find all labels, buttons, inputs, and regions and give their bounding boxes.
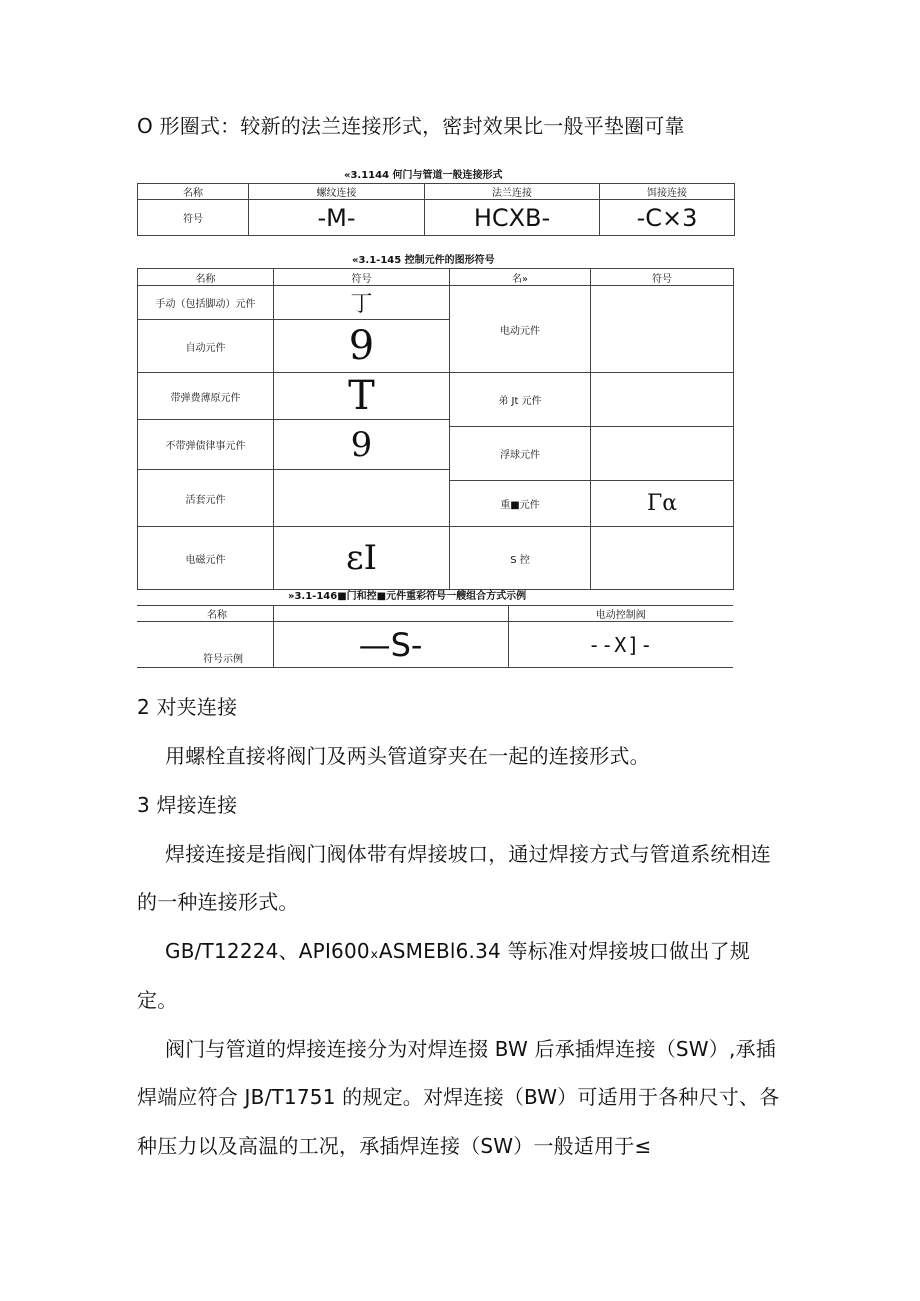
- element-symbol: Γα: [591, 481, 734, 527]
- table1-header-name: 名称: [138, 184, 249, 200]
- electric-valve-symbol: --X]-: [508, 622, 733, 668]
- table3-row-label: 符号示例: [137, 622, 273, 668]
- table3-header-name: 名称: [137, 606, 273, 622]
- element-name: 重■元件: [450, 481, 591, 527]
- element-name: 弟 Jt 元件: [450, 373, 591, 427]
- connection-forms-table: [137, 183, 735, 236]
- table2-header-name-left: 名称: [138, 269, 274, 286]
- element-symbol: 丁: [274, 286, 450, 320]
- element-symbol: 9: [274, 420, 450, 470]
- section2-text: 用螺栓直接将阀门及两头管道穿夹在一起的连接形式。: [165, 744, 650, 768]
- section2-heading: 2 对夹连接: [137, 695, 238, 719]
- table1-header-thread: 螺纹连接: [249, 184, 425, 200]
- element-symbol: [274, 470, 450, 527]
- element-name: 活套元件: [138, 470, 274, 527]
- element-name: S 控: [450, 527, 591, 590]
- element-symbol: [591, 373, 734, 427]
- section3-p2-cont: 定。: [137, 988, 178, 1012]
- table1-header-weld: 饵接连接: [600, 184, 735, 200]
- weld-symbol: -C×3: [600, 200, 735, 236]
- section3-heading: 3 焊接连接: [137, 793, 238, 817]
- control-elements-table: [137, 268, 734, 590]
- combo-symbol: —S-: [273, 622, 508, 668]
- element-name: 电磁元件: [138, 527, 274, 590]
- thread-symbol: -M-: [249, 200, 425, 236]
- table3-caption: »3.1-146■门和控■元件重彩符号一艘组合方式示例: [288, 591, 527, 602]
- table1-caption: «3.1144 何门与管道一般连接形式: [344, 170, 503, 181]
- section3-p1-cont: 的一种连接形式。: [137, 890, 299, 914]
- element-symbol: 9: [274, 320, 450, 373]
- table2-header-symbol-right: 符号: [591, 269, 734, 286]
- section3-p2: GB/T12224、API600ₓASMEBl6.34 等标准对焊接坡口做出了规: [165, 939, 750, 963]
- element-name: 不带弹债律事元件: [138, 420, 274, 470]
- table3-header-empty: [273, 606, 508, 622]
- element-name: 电动元件: [450, 286, 591, 373]
- element-symbol: T: [274, 373, 450, 420]
- section3-p3: 阀门与管道的焊接连接分为对焊连掇 BW 后承插焊连接（SW）,承插: [165, 1037, 776, 1061]
- element-symbol: [591, 427, 734, 481]
- intro-text: O 形圈式：较新的法兰连接形式，密封效果比一般平垫圈可靠: [137, 114, 685, 138]
- table1-row-label: 符号: [138, 200, 249, 236]
- flange-symbol: HCXB-: [425, 200, 600, 236]
- table2-caption: «3.1-145 控制元件的图形符号: [352, 255, 495, 266]
- element-name: 自动元件: [138, 320, 274, 373]
- symbol-combination-table: [137, 605, 733, 668]
- table2-header-symbol-left: 符号: [274, 269, 450, 286]
- table1-header-flange: 法兰连接: [425, 184, 600, 200]
- table2-header-name-right: 名»: [450, 269, 591, 286]
- section3-p1: 焊接连接是指阀门阀体带有焊接坡口，通过焊接方式与管道系统相连: [165, 842, 771, 866]
- section3-p3-cont2: 种压力以及高温的工况，承插焊连接（SW）一般适用于≤: [137, 1134, 652, 1158]
- section3-p3-cont1: 焊端应符合 JB/T1751 的规定。对焊连接（BW）可适用于各种尺寸、各: [137, 1085, 780, 1109]
- element-symbol: [591, 527, 734, 590]
- element-symbol: εI: [274, 527, 450, 590]
- element-name: 浮球元件: [450, 427, 591, 481]
- table3-header-valve: 电动控制阀: [508, 606, 733, 622]
- element-name: 带弹费薄原元件: [138, 373, 274, 420]
- element-name: 手动（包括脚动）元件: [138, 286, 274, 320]
- element-symbol: [591, 286, 734, 373]
